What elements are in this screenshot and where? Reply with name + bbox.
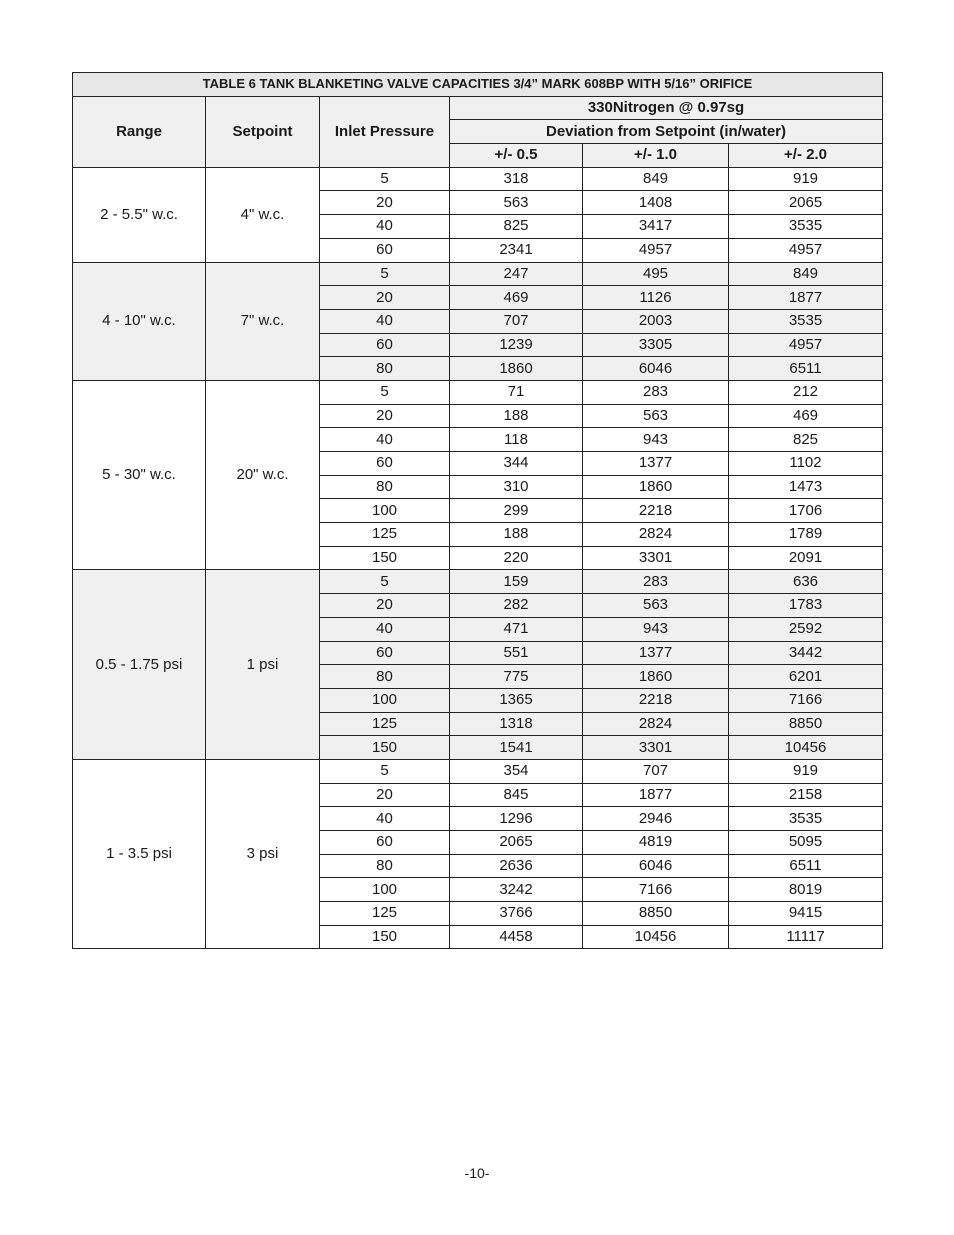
- inlet-pressure-cell: 100: [320, 878, 450, 902]
- inlet-pressure-cell: 5: [320, 167, 450, 191]
- capacity-2-0-cell: 7166: [729, 688, 883, 712]
- inlet-pressure-cell: 40: [320, 309, 450, 333]
- inlet-pressure-cell: 5: [320, 759, 450, 783]
- capacity-1-0-cell: 283: [583, 570, 729, 594]
- capacity-2-0-cell: 636: [729, 570, 883, 594]
- range-header: Range: [73, 96, 206, 167]
- capacity-1-0-cell: 283: [583, 380, 729, 404]
- capacity-1-0-cell: 2218: [583, 499, 729, 523]
- capacity-1-0-cell: 495: [583, 262, 729, 286]
- capacity-2-0-cell: 1473: [729, 475, 883, 499]
- capacity-2-0-cell: 469: [729, 404, 883, 428]
- capacity-1-0-cell: 849: [583, 167, 729, 191]
- capacity-2-0-cell: 4957: [729, 238, 883, 262]
- capacity-1-0-cell: 4819: [583, 831, 729, 855]
- capacity-1-0-cell: 2824: [583, 712, 729, 736]
- capacity-0-5-cell: 2636: [450, 854, 583, 878]
- capacity-2-0-cell: 4957: [729, 333, 883, 357]
- capacity-2-0-cell: 9415: [729, 902, 883, 926]
- capacity-2-0-cell: 6201: [729, 665, 883, 689]
- capacity-0-5-cell: 159: [450, 570, 583, 594]
- capacity-0-5-cell: 282: [450, 594, 583, 618]
- capacity-0-5-cell: 1296: [450, 807, 583, 831]
- capacity-0-5-cell: 471: [450, 617, 583, 641]
- inlet-pressure-cell: 80: [320, 475, 450, 499]
- inlet-pressure-header: Inlet Pressure: [320, 96, 450, 167]
- capacity-2-0-cell: 3442: [729, 641, 883, 665]
- inlet-pressure-cell: 150: [320, 925, 450, 949]
- capacity-1-0-cell: 943: [583, 428, 729, 452]
- deviation-header: Deviation from Setpoint (in/water): [450, 120, 883, 144]
- capacity-0-5-cell: 4458: [450, 925, 583, 949]
- capacity-0-5-cell: 551: [450, 641, 583, 665]
- capacity-1-0-cell: 1860: [583, 665, 729, 689]
- inlet-pressure-cell: 60: [320, 333, 450, 357]
- setpoint-header: Setpoint: [206, 96, 320, 167]
- capacity-0-5-cell: 1239: [450, 333, 583, 357]
- inlet-pressure-cell: 20: [320, 594, 450, 618]
- capacity-0-5-cell: 188: [450, 404, 583, 428]
- inlet-pressure-cell: 60: [320, 238, 450, 262]
- inlet-pressure-cell: 125: [320, 523, 450, 547]
- capacity-1-0-cell: 10456: [583, 925, 729, 949]
- capacity-2-0-cell: 1102: [729, 452, 883, 476]
- table-title: TABLE 6 TANK BLANKETING VALVE CAPACITIES 3/4” MARK 608BP WITH 5/16” ORIFICE: [73, 73, 883, 97]
- capacity-2-0-cell: 8019: [729, 878, 883, 902]
- capacity-0-5-cell: 118: [450, 428, 583, 452]
- inlet-pressure-cell: 20: [320, 404, 450, 428]
- capacity-1-0-cell: 2003: [583, 309, 729, 333]
- capacity-2-0-cell: 8850: [729, 712, 883, 736]
- inlet-pressure-cell: 80: [320, 665, 450, 689]
- table-row: [73, 759, 883, 783]
- capacity-2-0-cell: 2065: [729, 191, 883, 215]
- capacity-1-0-cell: 707: [583, 759, 729, 783]
- setpoint-cell: 3 psi: [206, 759, 320, 949]
- capacity-0-5-cell: 1541: [450, 736, 583, 760]
- page-number: -10-: [464, 1165, 490, 1181]
- range-cell: 2 - 5.5" w.c.: [73, 167, 206, 262]
- table-row: [73, 380, 883, 404]
- table-header: [73, 73, 883, 168]
- table-row: [73, 262, 883, 286]
- inlet-pressure-cell: 100: [320, 688, 450, 712]
- capacity-0-5-cell: 318: [450, 167, 583, 191]
- capacity-0-5-cell: 845: [450, 783, 583, 807]
- capacity-2-0-cell: 3535: [729, 215, 883, 239]
- capacity-0-5-cell: 354: [450, 759, 583, 783]
- capacity-1-0-cell: 2946: [583, 807, 729, 831]
- capacity-1-0-cell: 2218: [583, 688, 729, 712]
- inlet-pressure-cell: 20: [320, 191, 450, 215]
- capacity-1-0-cell: 563: [583, 594, 729, 618]
- capacity-1-0-cell: 4957: [583, 238, 729, 262]
- capacity-0-5-cell: 247: [450, 262, 583, 286]
- inlet-pressure-cell: 60: [320, 831, 450, 855]
- capacity-0-5-cell: 220: [450, 546, 583, 570]
- capacity-2-0-cell: 6511: [729, 357, 883, 381]
- capacity-0-5-cell: 2341: [450, 238, 583, 262]
- inlet-pressure-cell: 60: [320, 641, 450, 665]
- capacity-0-5-cell: 469: [450, 286, 583, 310]
- table-row: [73, 167, 883, 191]
- capacity-2-0-cell: 919: [729, 167, 883, 191]
- capacity-1-0-cell: 563: [583, 404, 729, 428]
- inlet-pressure-cell: 150: [320, 546, 450, 570]
- table-body: [73, 167, 883, 949]
- inlet-pressure-cell: 40: [320, 428, 450, 452]
- capacity-1-0-cell: 943: [583, 617, 729, 641]
- inlet-pressure-cell: 125: [320, 902, 450, 926]
- capacity-2-0-cell: 5095: [729, 831, 883, 855]
- capacity-2-0-cell: 1783: [729, 594, 883, 618]
- capacity-2-0-cell: 2592: [729, 617, 883, 641]
- capacity-1-0-cell: 1377: [583, 641, 729, 665]
- capacity-table: [72, 72, 883, 949]
- capacity-2-0-cell: 3535: [729, 309, 883, 333]
- capacity-2-0-cell: 212: [729, 380, 883, 404]
- range-cell: 5 - 30" w.c.: [73, 380, 206, 570]
- capacity-0-5-cell: 825: [450, 215, 583, 239]
- setpoint-cell: 7" w.c.: [206, 262, 320, 380]
- capacity-0-5-cell: 1860: [450, 357, 583, 381]
- capacity-1-0-cell: 2824: [583, 523, 729, 547]
- capacity-1-0-cell: 8850: [583, 902, 729, 926]
- capacity-0-5-cell: 3766: [450, 902, 583, 926]
- inlet-pressure-cell: 5: [320, 380, 450, 404]
- inlet-pressure-cell: 20: [320, 783, 450, 807]
- capacity-1-0-cell: 1877: [583, 783, 729, 807]
- inlet-pressure-cell: 40: [320, 215, 450, 239]
- capacity-1-0-cell: 6046: [583, 357, 729, 381]
- deviation-col-2-0: +/- 2.0: [729, 144, 883, 168]
- inlet-pressure-cell: 80: [320, 357, 450, 381]
- capacity-2-0-cell: 1706: [729, 499, 883, 523]
- range-cell: 1 - 3.5 psi: [73, 759, 206, 949]
- capacity-1-0-cell: 3417: [583, 215, 729, 239]
- capacity-1-0-cell: 7166: [583, 878, 729, 902]
- setpoint-cell: 4" w.c.: [206, 167, 320, 262]
- setpoint-cell: 20" w.c.: [206, 380, 320, 570]
- inlet-pressure-cell: 100: [320, 499, 450, 523]
- inlet-pressure-cell: 125: [320, 712, 450, 736]
- capacity-0-5-cell: 344: [450, 452, 583, 476]
- capacity-2-0-cell: 825: [729, 428, 883, 452]
- range-cell: 4 - 10" w.c.: [73, 262, 206, 380]
- capacity-1-0-cell: 3305: [583, 333, 729, 357]
- inlet-pressure-cell: 80: [320, 854, 450, 878]
- capacity-2-0-cell: 2158: [729, 783, 883, 807]
- capacity-1-0-cell: 1860: [583, 475, 729, 499]
- capacity-0-5-cell: 310: [450, 475, 583, 499]
- capacity-2-0-cell: 849: [729, 262, 883, 286]
- capacity-0-5-cell: 775: [450, 665, 583, 689]
- capacity-1-0-cell: 3301: [583, 736, 729, 760]
- capacity-2-0-cell: 10456: [729, 736, 883, 760]
- fluid-header: 330Nitrogen @ 0.97sg: [450, 96, 883, 120]
- capacity-1-0-cell: 1377: [583, 452, 729, 476]
- inlet-pressure-cell: 40: [320, 617, 450, 641]
- capacity-1-0-cell: 1126: [583, 286, 729, 310]
- capacity-1-0-cell: 3301: [583, 546, 729, 570]
- capacity-2-0-cell: 1789: [729, 523, 883, 547]
- capacity-0-5-cell: 2065: [450, 831, 583, 855]
- capacity-0-5-cell: 71: [450, 380, 583, 404]
- capacity-0-5-cell: 707: [450, 309, 583, 333]
- setpoint-cell: 1 psi: [206, 570, 320, 760]
- capacity-2-0-cell: 2091: [729, 546, 883, 570]
- capacity-2-0-cell: 11117: [729, 925, 883, 949]
- capacity-0-5-cell: 299: [450, 499, 583, 523]
- capacity-2-0-cell: 3535: [729, 807, 883, 831]
- inlet-pressure-cell: 150: [320, 736, 450, 760]
- deviation-col-0-5: +/- 0.5: [450, 144, 583, 168]
- capacity-1-0-cell: 1408: [583, 191, 729, 215]
- inlet-pressure-cell: 5: [320, 570, 450, 594]
- capacity-2-0-cell: 1877: [729, 286, 883, 310]
- capacity-0-5-cell: 1318: [450, 712, 583, 736]
- table-row: [73, 570, 883, 594]
- deviation-col-1-0: +/- 1.0: [583, 144, 729, 168]
- inlet-pressure-cell: 5: [320, 262, 450, 286]
- capacity-2-0-cell: 919: [729, 759, 883, 783]
- capacity-2-0-cell: 6511: [729, 854, 883, 878]
- capacity-0-5-cell: 1365: [450, 688, 583, 712]
- inlet-pressure-cell: 20: [320, 286, 450, 310]
- inlet-pressure-cell: 40: [320, 807, 450, 831]
- capacity-1-0-cell: 6046: [583, 854, 729, 878]
- capacity-0-5-cell: 3242: [450, 878, 583, 902]
- inlet-pressure-cell: 60: [320, 452, 450, 476]
- range-cell: 0.5 - 1.75 psi: [73, 570, 206, 760]
- capacity-0-5-cell: 563: [450, 191, 583, 215]
- capacity-0-5-cell: 188: [450, 523, 583, 547]
